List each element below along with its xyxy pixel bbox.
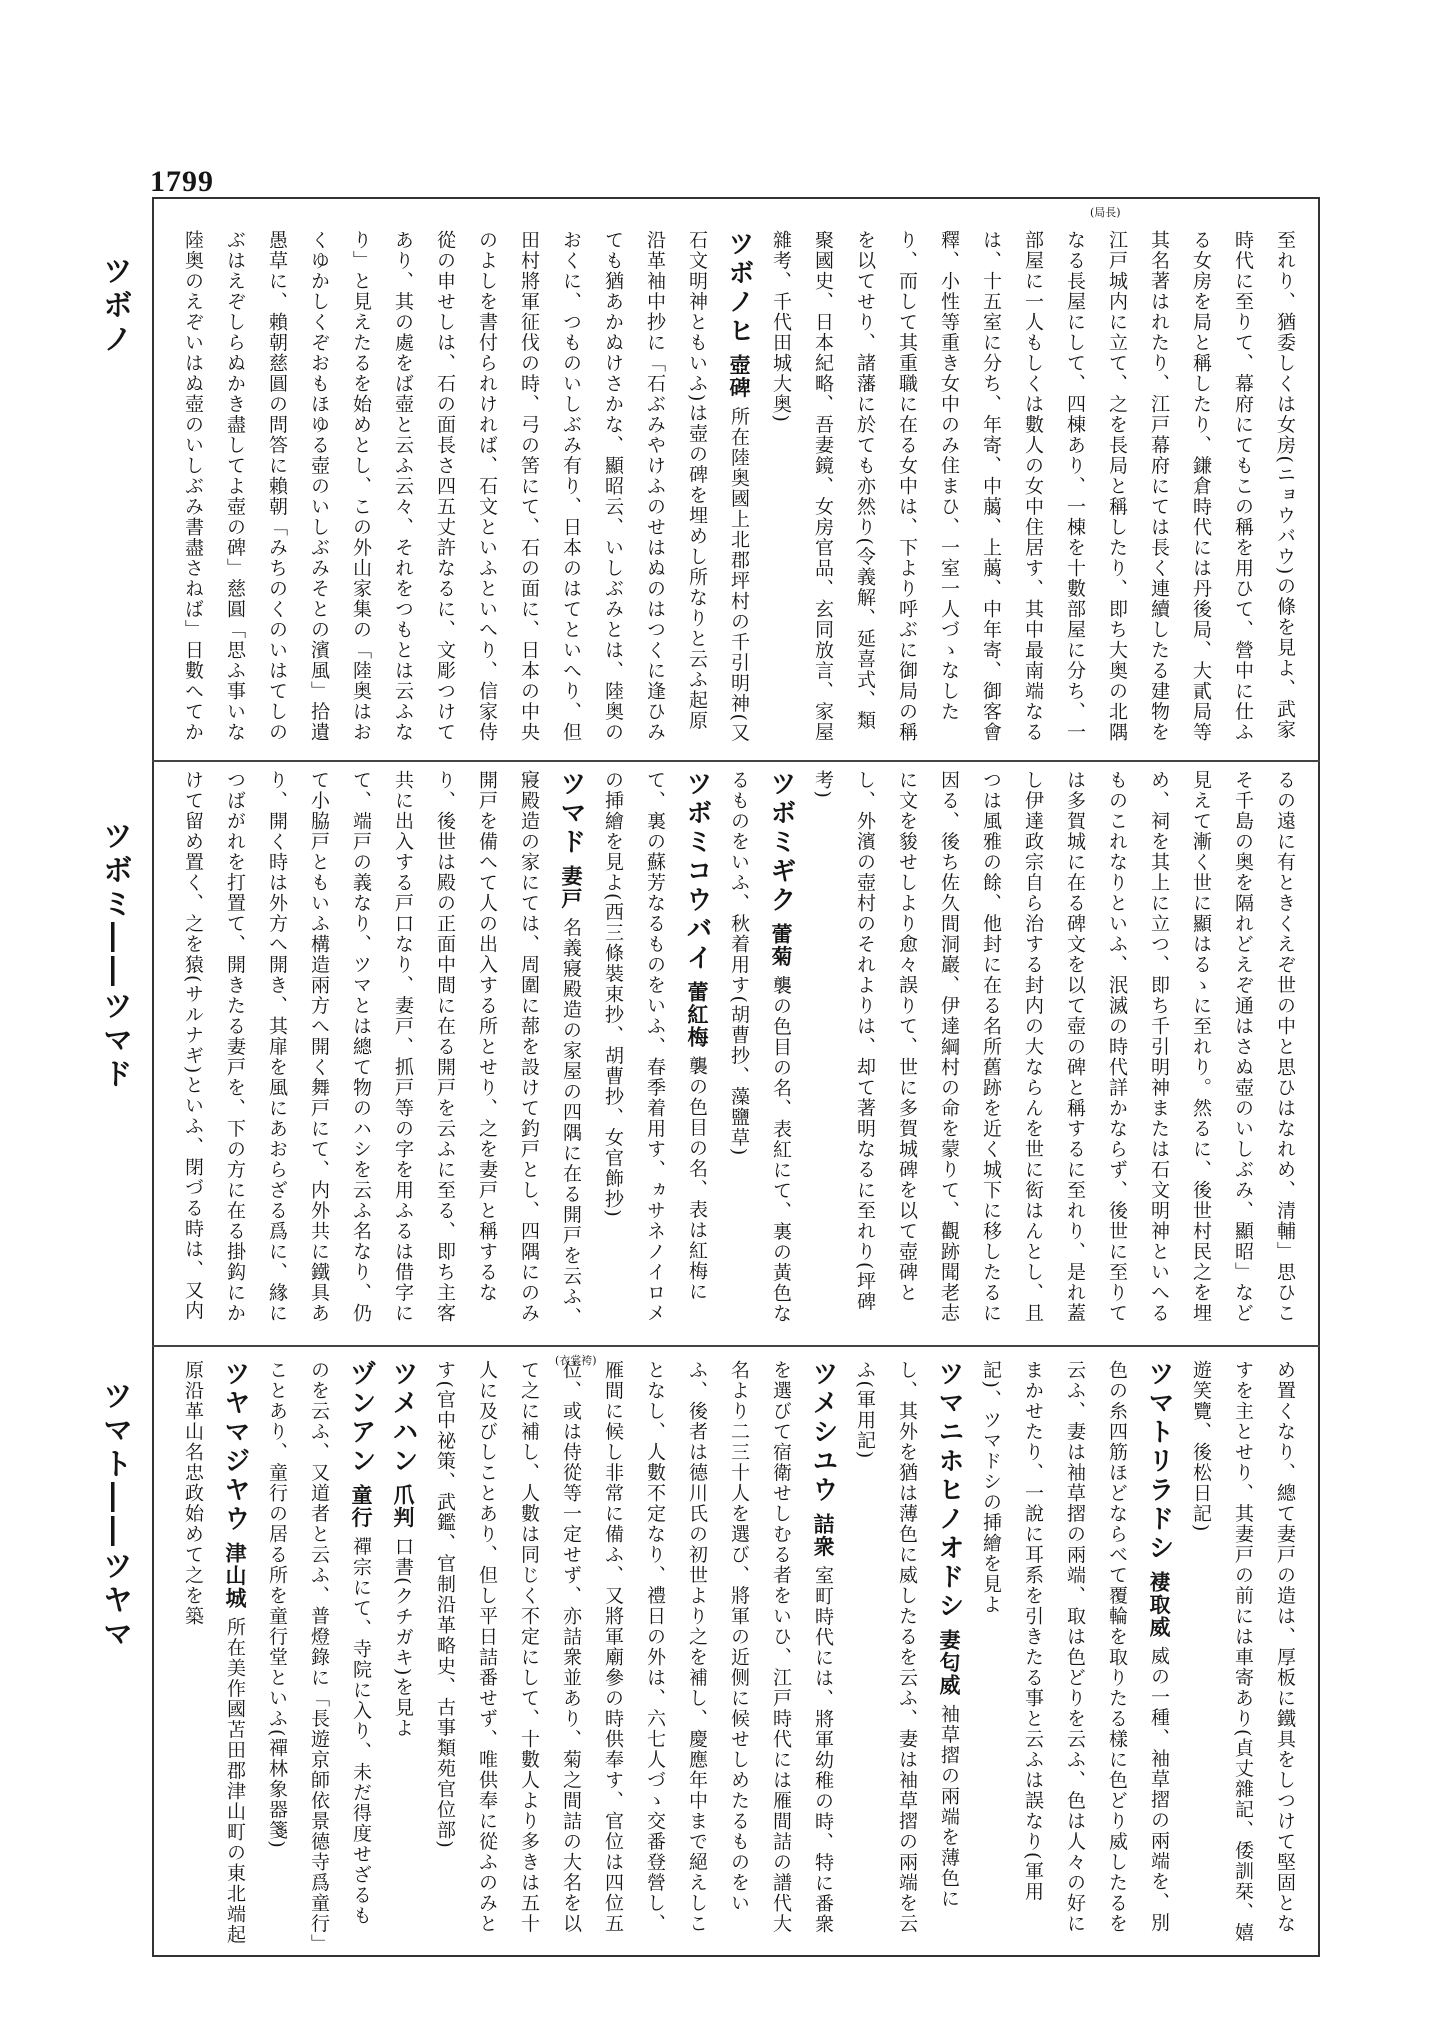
dictionary-entry [970, 1360, 1180, 1945]
entry-kanji: 詰衆 [811, 1512, 836, 1558]
dictionary-entry [844, 1360, 970, 1945]
dictionary-entry [172, 1360, 256, 1945]
page-number: 1799 [150, 165, 214, 198]
entry-body: め置くなり、總て妻戸の造は、厚板に鐵具をしつけて堅固となすを主とせり、其妻戸の前には車寄あり(貞丈雜記、倭訓栞、嬉遊笑覽、後松日記) [1190, 1360, 1296, 1943]
dictionary-entry [802, 770, 1306, 1335]
entry-body: 袖草摺の兩端を薄色にし、其外を猶は薄色に威したるを云ふ、妻は袖草摺の兩端を云ふ(軍用記) [854, 1360, 960, 1934]
dictionary-entry [592, 770, 718, 1335]
entry-kanji: 蕾紅梅 [685, 980, 710, 1049]
entry-kanji: 童行 [349, 1483, 374, 1529]
tier-divider-1 [152, 760, 1320, 762]
dictionary-entry [166, 230, 760, 750]
dictionary-entry [166, 770, 592, 1335]
entry-body: 室町時代には、將軍幼稚の時、特に番衆を選びて宿衛せしむる者をいひ、江戸時代には雁間詰の譜代大名より二三十人を選び、將軍の近侧に候せしめたるものをいふ、後者は德川氏の初世より之を補し、慶應年中まで絕えしことなし、人數不定なり、禮日の外は、六七人づゝ交番登營し、雁間に候し非常に備ふ、又將軍廟參の時供奉す、官位は四位五位、或は侍從等一定せず、亦詰衆並あり、菊之間詰の大名を以て之に補し、人數は同じく不定にして、十數人より多きは五十人に及びしことあり、但し平日詰番せず、唯供奉に從ふのみとす(官中祕策、武鑑、官制沿革略史、古事類苑官位部) [434, 1360, 834, 1935]
entry-kanji: 褄取威 [1147, 1570, 1172, 1639]
dictionary-entry [256, 1360, 382, 1945]
dictionary-entry [424, 1360, 844, 1945]
dictionary-entry [1180, 1360, 1306, 1945]
entry-body: 襲の色目の名、表紅にて、裏の黃色なるものをいふ、秋着用す(胡曹抄、藻鹽草) [728, 770, 792, 1324]
entry-headword: ツマトリラドシ [1144, 1360, 1174, 1563]
entry-body: 至れり、猶委しくは女房(ニョウバウ)の條を見よ、武家時代に至りて、幕府にてもこの稱を用ひて、營中に仕ふる女房を局と稱したり、鎌倉時代には丹後局、大貳局等其名著はれたり、江戸幕府にては長く連續したる建物を江戸城内に立て、之を長局と稱したり、即ち大奥の北隅なる長屋にして、四棟あり、一棟を十數部屋に分ち、一部屋に一人もしくは數人の女中住居す、其中最南端なるは、十五室に分ち、年寄、中﨟、上﨟、中年寄、御客會釋、小性等重き女中のみ住まひ、一室一人づゝなしたり、而して其重職に在る女中は、下より呼ぶに御局の稱を以てせり、諸藩に於ても亦然り(令義解、延喜式、類聚國史、日本紀略、吾妻鏡、女房官品、玄同放言、家屋雜考、千代田城大奥) [770, 230, 1296, 743]
entry-kanji: 壺碑 [727, 353, 752, 399]
entry-body: 威の一種、袖草摺の兩端を、別色の糸四筋ほどならべて覆輪を取りたる樣に色どり威したるを云ふ、妻は袖草摺の兩端、取は色どりを云ふ、色は人々の好にまかせたり、一說に耳系を引きたる事と云ふは誤なり(軍用記)、ツマドシの挿繪を見よ [980, 1360, 1170, 1934]
margin-label-top: ツボノ [97, 255, 132, 357]
entry-body: るの遠に有ときくえぞ世の中と思ひはなれめ、清輔」思ひこそ千島の奥を隔れどえぞ通はさぬ壺のいしぶみ、顯昭」など見えて漸く世に顯はるゝに至れり。然るに、後世村民之を埋め、祠を其上に立つ、即ち千引明神または石文明神といへるものこれなりといふ、泯滅の時代詳かならず、後世に至りては多賀城に在る碑文を以て壺の碑と稱するに至れり、是れ蓋し伊達政宗自ら治する封内の大ならんを世に衒はんとし、且つは風雅の餘、他封に在る名所舊跡を近く城下に移したるに因る、後ち佐久間洞巖、伊達綱村の命を蒙りて、觀跡聞老志に文を䝜せしより愈々誤りて、世に多賀城碑を以て壺碑とし、外濱の壺村のそれよりは、却て著明なるに至れり(坪碑考) [812, 770, 1296, 1324]
dictionary-entry [718, 770, 802, 1335]
entry-kanji: 妻戸 [559, 864, 584, 910]
entry-kanji: 妻匂威 [937, 1628, 962, 1697]
entry-kanji: 蕾菊 [769, 922, 794, 968]
entry-headword: ツヤマジヤウ [220, 1360, 250, 1534]
entry-body: 所在陸奥國上北郡坪村の千引明神(又石文明神ともいふ)は壺の碑を埋めし所なりと云ふ起原沿革袖中抄に「石ぶみやけふのせはぬのはつくに逢ひみても猶あかぬけさかな、顯昭云、いしぶみとは、陸奥のおくに、つものいしぶみ有り、日本のはてといへり、但田村將軍征伐の時、弓の筈にて、石の面に、日本の中央のよしを書付られければ、石文といふといへり、信家侍從の申せしは、石の面長さ四五丈許なるに、文彫つけてあり、其の處をば壺と云ふ云々、それをつもとは云ふなり」と見えたるを始めとし、この外山家集の「陸奥はおくゆかしくぞおもほゆる壺のいしぶみそとの濱風」拾遺愚草に、賴朝慈圓の問答に賴朝「みちのくのいはてしのぶはえぞしらぬかき盡してよ壺の碑」慈圓「思ふ事いな陸奥のえぞいはぬ壺のいしぶみ書盡さねば」日數へてか [182, 230, 750, 744]
entry-body: 名義寢殿造の家屋の四隅に在る開戸を云ふ、寢殿造の家にては、周圍に蔀を設けて釣戸とし、四隅にのみ開戸を備へて人の出入する所とせり、之を妻戸と稱するなり、後世は殿の正面中間に在る開戸を云ふに至る、即ち主客共に出入する戸口なり、妻戸、抓戸等の字を用ふるは借字にて、端戸の義なり、ツマとは總て物のハシを云ふ名なり、仍て小脇戸ともいふ構造兩方へ開く舞戸にて、内外共に鐵具あり、開く時は外方へ開き、其扉を風にあおらざる爲に、緣につばがれを打置て、開きたる妻戸を、下の方に在る掛鈎にかけて留め置く、之を猿(サルナギ)といふ、閉づる時は、又内 [182, 770, 582, 1328]
entry-body: 口書(クチガキ)を見よ [392, 1536, 414, 1739]
entry-kanji: 爪判 [391, 1483, 416, 1529]
running-head-bottom: (衣裳袴) [555, 1354, 597, 1367]
tier-2 [166, 770, 1306, 1335]
tier-divider-2 [152, 1345, 1320, 1347]
tier-3 [166, 1360, 1306, 1945]
running-head-top: (局長) [1090, 206, 1121, 219]
entry-headword: ツマド [556, 770, 586, 857]
margin-label-bottom: ツマト――ツヤマ [97, 1380, 132, 1652]
entry-headword: ツボノヒ [724, 230, 754, 346]
margin-label-middle: ツボミ――ツマド [97, 820, 132, 1092]
entry-headword: ツマニホヒノオドシ [934, 1360, 964, 1621]
entry-kanji: 津山城 [223, 1541, 248, 1610]
entry-headword: ツメハン [388, 1360, 418, 1476]
entry-body: 所在美作國苫田郡津山町の東北端起原沿革山名忠政始めて之を築 [182, 1360, 246, 1945]
tier-1 [166, 230, 1306, 750]
dictionary-entry [382, 1360, 424, 1945]
entry-body: 襲の色目の名、表は紅梅にて、裏の蘇芳なるものをいふ、春季着用す、ヵサネノイロメの挿繪を見よ(西三條裝束抄、胡曹抄、女官飾抄) [602, 770, 708, 1324]
entry-headword: ヅンアン [346, 1360, 376, 1476]
entry-body: 禪宗にて、寺院に入り、未だ得度せざるものを云ふ、又道者と云ふ、普燈錄に「長遊京師依景德寺爲童行」ことあり、童行の居る所を童行堂といふ(禪林象器箋) [266, 1360, 372, 1945]
entry-headword: ツボミギク [766, 770, 796, 915]
entry-headword: ツメシユウ [808, 1360, 838, 1505]
entry-headword: ツボミコウバイ [682, 770, 712, 973]
dictionary-entry [760, 230, 1306, 750]
